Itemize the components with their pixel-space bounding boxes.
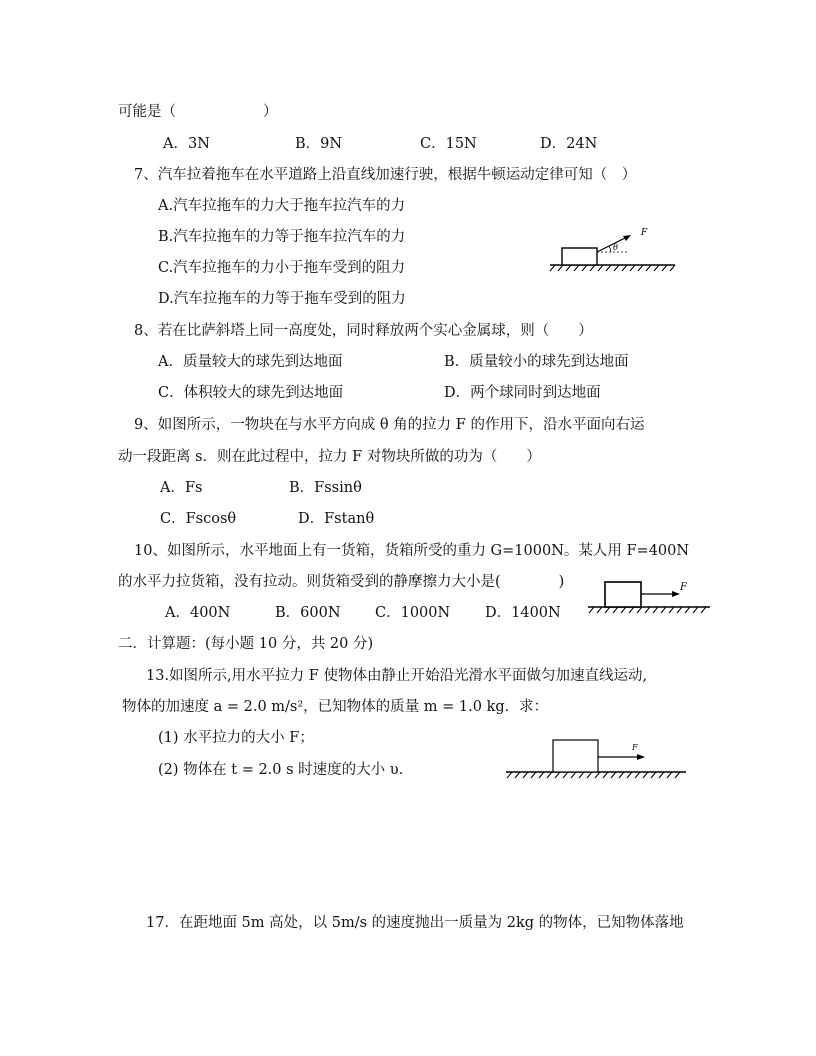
force-label: F (641, 228, 648, 238)
q17-stem-line1: 17．在距地面 5m 高处，以 5m/s 的速度抛出一质量为 2kg 的物体，已知物体落地 (146, 915, 684, 931)
q13-stem-line1: 13.如图所示,用水平拉力 F 使物体由静止开始沿光滑水平面做匀加速直线运动, (146, 668, 648, 684)
q13-subquestion-2: (2) 物体在 t = 2.0 s 时速度的大小 υ． (158, 762, 414, 778)
q7-option-b: B.汽车拉拖车的力等于拖车拉汽车的力 (158, 229, 406, 245)
crate (605, 582, 641, 607)
q9-stem-line1: 9、如图所示，一物块在与水平方向成 θ 角的拉力 F 的作用下，沿水平面向右运 (134, 417, 645, 433)
q10-option-b: B．600N (275, 605, 341, 621)
q13-stem-line2: 物体的加速度 a = 2.0 m/s²，已知物体的质量 m = 1.0 kg．求： (122, 699, 549, 715)
q9-option-c: C．Fscosθ (160, 511, 237, 527)
q10-option-d: D．1400N (485, 605, 561, 621)
q10-option-c: C．1000N (375, 605, 451, 621)
block (553, 740, 598, 772)
figure-crate-horizontal-force (588, 575, 713, 615)
force-label: F (632, 743, 638, 752)
q6-option-a: A．3N (163, 136, 210, 152)
q7-option-a: A.汽车拉拖车的力大于拖车拉汽车的力 (158, 198, 406, 214)
q7-stem: 7、汽车拉着拖车在水平道路上沿直线加速行驶，根据牛顿运动定律可知（ ） (134, 167, 637, 183)
q9-option-b: B．Fssinθ (289, 480, 362, 496)
q10-stem-line2: 的水平力拉货箱，没有拉动。则货箱受到的静摩擦力大小是( ) (118, 574, 565, 590)
q6-tail-text: 可能是（ ） (118, 104, 278, 120)
q10-stem-line1: 10、如图所示，水平地面上有一货箱，货箱所受的重力 G=1000N。某人用 F=400N (134, 543, 690, 559)
q9-stem-line2: 动一段距离 s．则在此过程中，拉力 F 对物块所做的功为（ ） (118, 449, 541, 465)
angle-label: θ (613, 243, 618, 252)
q9-option-d: D．Fstanθ (298, 511, 375, 527)
q8-option-d: D．两个球同时到达地面 (444, 385, 601, 401)
section2-heading: 二．计算题：(每小题 10 分，共 20 分) (118, 636, 374, 652)
q13-subquestion-1: (1) 水平拉力的大小 F； (158, 730, 314, 746)
figure-block-horizontal-force (504, 738, 689, 778)
q8-option-b: B．质量较小的球先到达地面 (444, 354, 629, 370)
q9-option-a: A．Fs (160, 480, 203, 496)
figure-angled-pull (545, 222, 685, 272)
q10-option-a: A．400N (165, 605, 231, 621)
q6-option-c: C．15N (420, 136, 477, 152)
q8-option-a: A．质量较大的球先到达地面 (158, 354, 343, 370)
q6-option-b: B．9N (295, 136, 343, 152)
q8-stem: 8、若在比萨斜塔上同一高度处，同时释放两个实心金属球，则（ ） (134, 323, 593, 339)
q7-option-d: D.汽车拉拖车的力等于拖车受到的阻力 (158, 291, 406, 307)
force-arrow (597, 237, 627, 252)
q7-option-c: C.汽车拉拖车的力小于拖车受到的阻力 (158, 260, 406, 276)
force-label: F (680, 582, 687, 593)
q6-option-d: D．24N (540, 136, 598, 152)
block (562, 248, 597, 265)
q8-option-c: C．体积较大的球先到达地面 (158, 385, 344, 401)
